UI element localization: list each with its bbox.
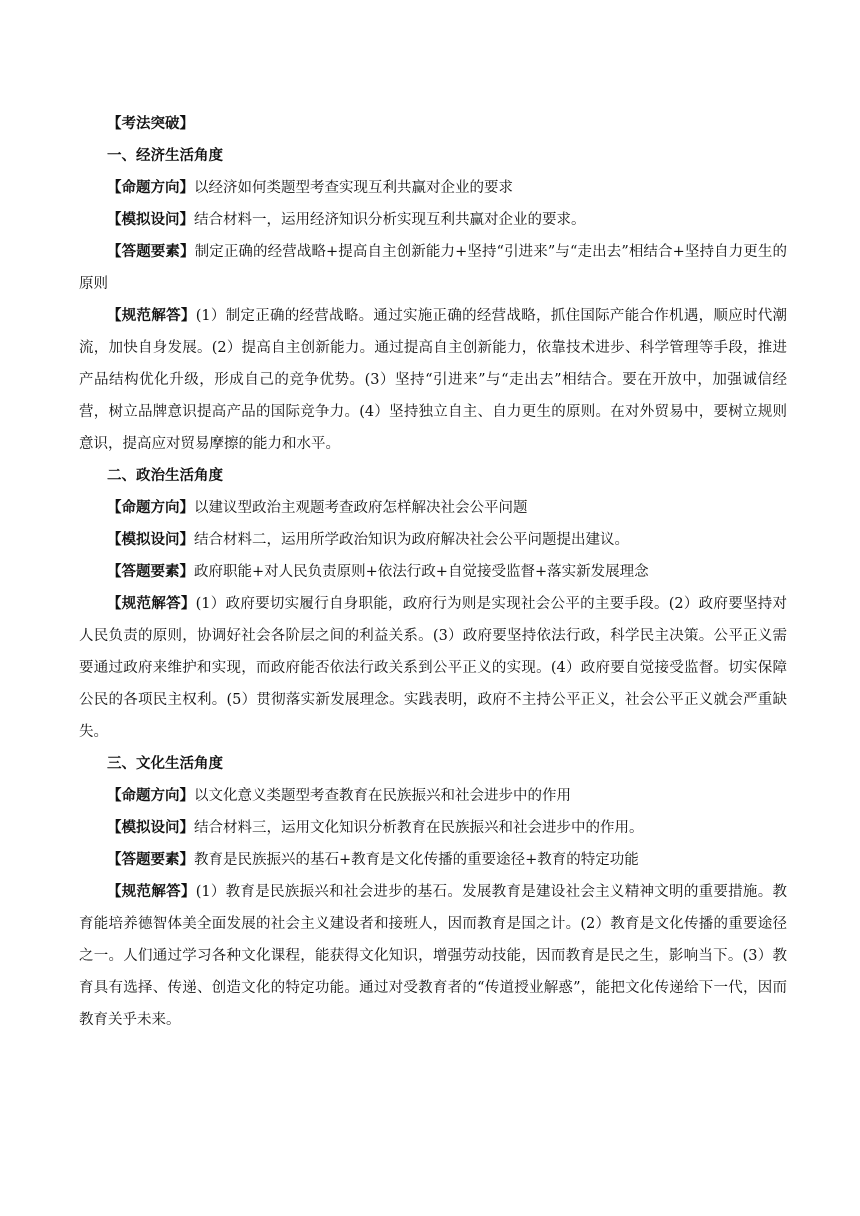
direction-label: 【命题方向】	[107, 500, 194, 516]
direction-line	[79, 492, 787, 524]
direction-label: 【命题方向】	[107, 180, 194, 196]
question-text: 结合材料二，运用所学政治知识为政府解决社会公平问题提出建议。	[194, 532, 629, 548]
section-heading-politics: 二、政治生活角度	[107, 468, 223, 484]
elements-label: 【答题要素】	[107, 564, 194, 580]
question-line	[79, 812, 787, 844]
elements-text: 教育是民族振兴的基石+教育是文化传播的重要途径+教育的特定功能	[194, 852, 639, 868]
elements-label: 【答题要素】	[107, 852, 194, 868]
direction-text: 以经济如何类题型考查实现互利共赢对企业的要求	[194, 180, 513, 196]
section-heading-culture: 三、文化生活角度	[107, 756, 223, 772]
answer-paragraph	[79, 876, 787, 1036]
section-title: 【考法突破】	[107, 116, 194, 132]
direction-text: 以文化意义类题型考查教育在民族振兴和社会进步中的作用	[194, 788, 571, 804]
answer-label: 【规范解答】	[107, 884, 196, 900]
direction-text: 以建议型政治主观题考查政府怎样解决社会公平问题	[194, 500, 528, 516]
answer-text: (1）政府要切实履行自身职能，政府行为则是实现社会公平的主要手段。(2）政府要坚持对人民负责的原则，协调好社会各阶层之间的利益关系。(3）政府要坚持依法行政，科学民主决策。公平正义需要通过政府来维护和实现，而政府能否依法行政关系到公平正义的实现。(4）政府要自觉接受监督。切实保障公民的各项民主权利。(5）贯彻落实新发展理念。实践表明，政府不主持公平正义，社会公平正义就会严重缺失。	[79, 596, 788, 740]
question-text: 结合材料三，运用文化知识分析教育在民族振兴和社会进步中的作用。	[194, 820, 644, 836]
answer-paragraph	[79, 588, 787, 748]
elements-label: 【答题要素】	[107, 244, 195, 260]
question-line	[79, 204, 787, 236]
elements-line	[79, 556, 787, 588]
document-content	[79, 108, 787, 1036]
question-label: 【模拟设问】	[107, 532, 194, 548]
elements-text: 制定正确的经营战略+提高自主创新能力+坚持“引进来”与“走出去”相结合+坚持自力更生的原则	[79, 244, 788, 292]
direction-line	[79, 172, 787, 204]
section-heading-economy: 一、经济生活角度	[107, 148, 223, 164]
question-label: 【模拟设问】	[107, 212, 194, 228]
answer-label: 【规范解答】	[107, 596, 196, 612]
elements-line	[79, 844, 787, 876]
elements-paragraph	[79, 236, 787, 300]
question-text: 结合材料一，运用经济知识分析实现互利共赢对企业的要求。	[194, 212, 586, 228]
answer-paragraph	[79, 300, 787, 460]
question-line	[79, 524, 787, 556]
direction-label: 【命题方向】	[107, 788, 194, 804]
question-label: 【模拟设问】	[107, 820, 194, 836]
elements-text: 政府职能+对人民负责原则+依法行政+自觉接受监督+落实新发展理念	[194, 564, 649, 580]
answer-label: 【规范解答】	[107, 308, 196, 324]
answer-text: (1）制定正确的经营战略。通过实施正确的经营战略，抓住国际产能合作机遇，顺应时代潮流，加快自身发展。(2）提高自主创新能力。通过提高自主创新能力，依靠技术进步、科学管理等手段，推进产品结构优化升级，形成自己的竞争优势。(3）坚持“引进来”与“走出去”相结合。要在开放中，加强诚信经营，树立品牌意识提高产品的国际竞争力。(4）坚持独立自主、自力更生的原则。在对外贸易中，要树立规则意识，提高应对贸易摩擦的能力和水平。	[79, 308, 787, 452]
direction-line	[79, 780, 787, 812]
answer-text: (1）教育是民族振兴和社会进步的基石。发展教育是建设社会主义精神文明的重要措施。教育能培养德智体美全面发展的社会主义建设者和接班人，因而教育是国之计。(2）教育是文化传播的重要途径之一。人们通过学习各种文化课程，能获得文化知识，增强劳动技能，因而教育是民之生，影响当下。(3）教育具有选择、传递、创造文化的特定功能。通过对受教育者的“传道授业解惑”，能把文化传递给下一代，因而教育关乎未来。	[79, 884, 787, 1028]
